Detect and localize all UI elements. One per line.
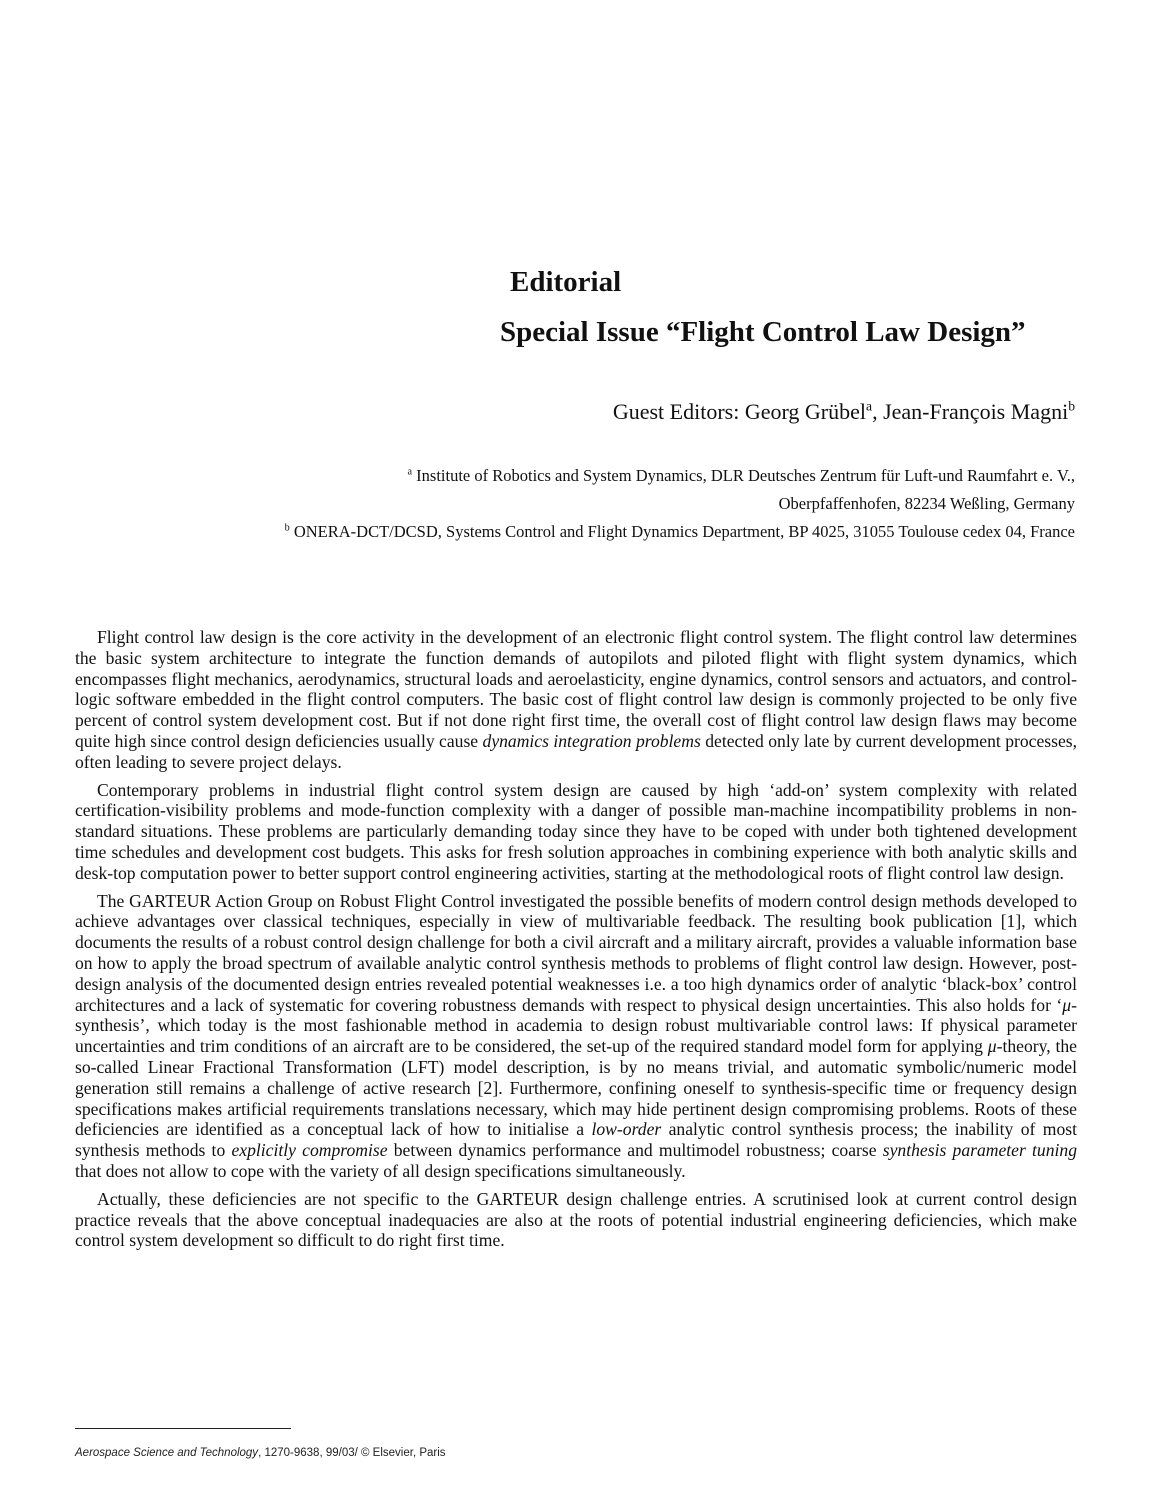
affiliation-text: Institute of Robotics and System Dynamics, DLR Deutsches Zentrum für Luft-und Raumfahrt e. V., bbox=[412, 466, 1075, 485]
footnote-rule bbox=[75, 1428, 291, 1429]
journal-details: , 1270-9638, 99/03/ © Elsevier, Paris bbox=[258, 1447, 446, 1459]
editors-separator: , bbox=[872, 399, 884, 424]
journal-footer bbox=[75, 1445, 446, 1461]
emphasis: low-order bbox=[591, 1119, 662, 1140]
page-title: Special Issue “Flight Control Law Design” bbox=[500, 316, 1026, 348]
affiliations bbox=[75, 464, 1075, 548]
affiliation-b bbox=[75, 520, 1075, 543]
text-run: detected only late by current development processes, often leading to severe project delays. bbox=[75, 730, 1078, 772]
paragraph bbox=[75, 891, 1077, 1182]
text-run: Flight control law design is the core activity in the development of an electronic flight control system. The flight control law determines the basic system architecture to integrate the function demands of autopilots and piloted flight with flight system dynamics, which encompasses flight mechanics, aerodynamics, structural loads and aeroelasticity, engine dynamics, control sensors and actuators, and control-logic software embedded in the flight control computers. The basic cost of flight control law design is commonly projected to be only five percent of control system development cost. But if not done right first time, the overall cost of flight control law design flaws may become quite high since control design deficiencies usually cause bbox=[75, 627, 1077, 751]
title-block bbox=[500, 264, 1080, 350]
paragraph: Contemporary problems in industrial flight control system design are caused by high ‘add-on’ system complexity with related certification-visibility problems and mode-function complexity with a danger of possible man-machine incompatibility problems in non-standard situations. These problems are particularly demanding today since they have to be coped with under both tightened development time schedules and development cost budgets. This asks for fresh solution approaches in combining experience with both analytic skills and desk-top computation power to better support control engineering activities, starting at the methodological roots of flight control law design. bbox=[75, 779, 1077, 883]
emphasis: explicitly compromise bbox=[231, 1140, 388, 1161]
editor-name: Georg Grübel bbox=[744, 399, 866, 424]
affiliation-marker: b bbox=[284, 522, 290, 534]
text-run: that does not allow to cope with the variety of all design specifications simultaneously. bbox=[75, 1160, 686, 1181]
text-run: -synthesis’, which today is the most fashionable method in academia to design robust multivariable control laws: If physical parameter uncertainties and trim conditions of an aircraft are to be considered, the set-up of the required standard model form for applying bbox=[75, 994, 1077, 1057]
emphasis: dynamics integration problems bbox=[482, 730, 701, 751]
text-run: -theory, the so-called Linear Fractional Transformation (LFT) model description, is by no means trivial, and automatic symbolic/numeric model generation still remains a challenge of active research [2]. Furthermore, confining oneself to synthesis-specific time or frequency design specifications makes artificial requirements translations necessary, which may hide pertinent design compromising problems. Roots of these deficiencies are identified as a conceptual lack of how to initialise a bbox=[75, 1036, 1077, 1140]
guest-editors-line bbox=[613, 398, 1075, 426]
affiliation-a bbox=[75, 464, 1075, 487]
editors-prefix: Guest Editors: bbox=[612, 399, 745, 424]
emphasis: synthesis parameter tuning bbox=[882, 1140, 1077, 1161]
paragraph: Actually, these deficiencies are not specific to the GARTEUR design challenge entries. A scrutinised look at current control design practice reveals that the above conceptual inadequacies are also at the roots of potential industrial engineering deficiencies, which make control system development so difficult to do right first time. bbox=[75, 1188, 1077, 1251]
affiliation-a-continued: Oberpfaffenhofen, 82234 Weßling, Germany bbox=[778, 494, 1075, 513]
paragraph bbox=[75, 627, 1077, 773]
body-text bbox=[75, 627, 1077, 1258]
mu-symbol: μ bbox=[1062, 994, 1072, 1015]
affiliation-marker: b bbox=[1068, 398, 1075, 414]
editor-name: Jean-François Magni bbox=[883, 399, 1069, 424]
affiliation-text: ONERA-DCT/DCSD, Systems Control and Flight Dynamics Department, BP 4025, 31055 Toulouse cedex 04, France bbox=[289, 522, 1075, 541]
text-run: between dynamics performance and multimodel robustness; coarse bbox=[387, 1140, 883, 1161]
text-run: The GARTEUR Action Group on Robust Flight Control investigated the possible benefits of modern control design methods developed to achieve advantages over classical techniques, especially in view of multivariable feedback. The resulting book publication [1], which documents the results of a robust control design challenge for both a civil aircraft and a military aircraft, provides a valuable information base on how to apply the broad spectrum of available analytic control synthesis methods to problems of flight control law design. However, post-design analysis of the documented design entries revealed potential weaknesses i.e. a too high dynamics order of analytic ‘black-box’ control architectures and a lack of systematic for covering robustness demands with respect to physical design uncertainties. This also holds for ‘ bbox=[75, 890, 1077, 1015]
section-label: Editorial bbox=[510, 266, 622, 298]
affiliation-marker: a bbox=[866, 398, 873, 414]
text-run: analytic control synthesis process; the inability of most synthesis methods to bbox=[75, 1119, 1077, 1161]
affiliation-marker: a bbox=[407, 466, 413, 478]
journal-name: Aerospace Science and Technology bbox=[75, 1447, 259, 1459]
mu-symbol: μ bbox=[987, 1036, 997, 1057]
